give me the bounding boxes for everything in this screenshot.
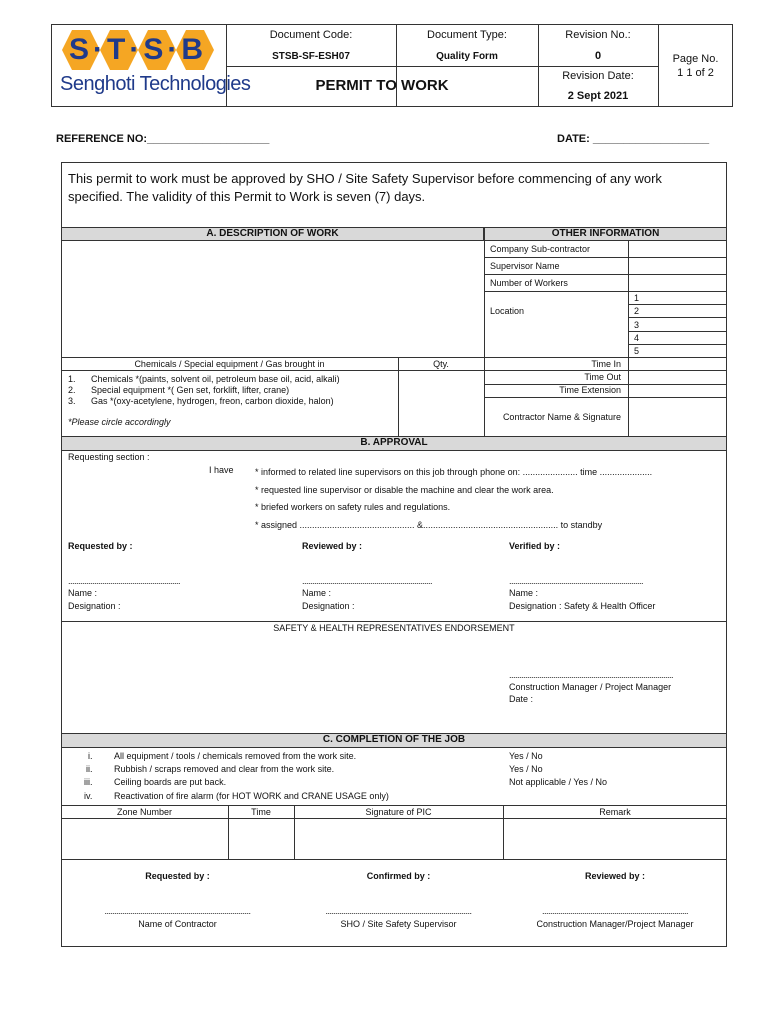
completion-item-3: Ceiling boards are put back. xyxy=(114,777,227,787)
qty-field[interactable] xyxy=(399,371,483,436)
revision-date-label: Revision Date: xyxy=(562,70,634,82)
endorsement-title: SAFETY & HEALTH REPRESENTATIVES ENDORSEMENT xyxy=(273,623,515,633)
verified-by-name[interactable]: Name : xyxy=(509,588,539,598)
contractor-signature-label: Contractor Name & Signature xyxy=(502,412,621,422)
location-number-5[interactable]: 5 xyxy=(634,346,640,356)
time-in-field[interactable] xyxy=(629,358,726,370)
section-b-title: B. APPROVAL xyxy=(61,436,727,451)
location-number-2[interactable]: 2 xyxy=(634,306,640,316)
contractor-signature-line[interactable]: ......................................................................... xyxy=(104,906,251,916)
completion-item-1: All equipment / tools / chemicals removed from the work site. xyxy=(114,751,357,761)
time-extension-label: Time Extension xyxy=(559,385,621,395)
doc-code-label: Document Code: xyxy=(269,29,353,41)
location-number-3[interactable]: 3 xyxy=(634,320,640,330)
name-of-contractor-label: Name of Contractor xyxy=(138,919,217,929)
other-info-location: Location xyxy=(490,306,525,316)
company-subcontractor-field[interactable] xyxy=(629,242,726,257)
other-info-title: OTHER INFORMATION xyxy=(484,227,727,241)
time-out-label: Time Out xyxy=(584,372,621,382)
sho-label: SHO / Site Safety Supervisor xyxy=(340,919,457,929)
chemicals-header: Chemicals / Special equipment / Gas brought in xyxy=(134,359,325,369)
section-c-title: C. COMPLETION OF THE JOB xyxy=(61,733,727,748)
approval-reviewed-by-label: Reviewed by : xyxy=(302,541,363,551)
time-out-field[interactable] xyxy=(629,371,726,384)
chem-item-1[interactable]: Chemicals *(paints, solvent oil, petroleum base oil, acid, alkali) xyxy=(91,374,340,384)
doc-type-value: Quality Form xyxy=(436,51,498,62)
location-number-4[interactable]: 4 xyxy=(634,333,640,343)
i-have-label: I have xyxy=(209,465,234,475)
page-number-value: 1 1 of 2 xyxy=(677,67,714,79)
chem-item-1-num: 1. xyxy=(68,374,76,384)
other-info-company-subcontractor: Company Sub-contractor xyxy=(490,244,591,254)
approval-verified-by-label: Verified by : xyxy=(509,541,561,551)
page-number-label: Page No. xyxy=(672,53,719,65)
time-cell[interactable] xyxy=(229,819,294,859)
revision-no-label: Revision No.: xyxy=(565,29,631,41)
supervisor-name-field[interactable] xyxy=(629,258,726,274)
endorsement-signature-line[interactable]: .................................................................................. xyxy=(509,670,674,680)
doc-type-label: Document Type: xyxy=(427,29,507,41)
requesting-section-label: Requesting section : xyxy=(68,452,150,462)
time-extension-field[interactable] xyxy=(629,385,726,397)
doc-code-value: STSB-SF-ESH07 xyxy=(272,51,350,62)
completion-item-3-num: iii. xyxy=(84,777,93,787)
remark-cell[interactable] xyxy=(504,819,726,859)
completion-item-2-answer[interactable]: Yes / No xyxy=(509,764,543,774)
reviewed-by-designation[interactable]: Designation : xyxy=(302,601,355,611)
signature-pic-cell[interactable] xyxy=(295,819,503,859)
endorsement-date[interactable]: Date : xyxy=(509,694,534,704)
logo-company-name: Senghoti Technologies xyxy=(60,73,251,95)
time-in-label: Time In xyxy=(591,359,621,369)
completion-item-4-num: iv. xyxy=(84,791,93,801)
statement-briefed: * briefed workers on safety rules and regulations. xyxy=(255,502,451,512)
company-logo xyxy=(60,28,251,100)
reference-no-field[interactable]: REFERENCE NO:____________________ xyxy=(56,133,270,145)
completion-item-2-num: ii. xyxy=(86,764,93,774)
requested-by-signature-line[interactable]: ........................................................ xyxy=(68,576,181,586)
time-header: Time xyxy=(251,807,271,817)
verified-by-signature-line[interactable]: ................................................................... xyxy=(509,576,644,586)
revision-no-value: 0 xyxy=(594,50,602,62)
page-title: PERMIT TO WORK xyxy=(315,77,449,94)
completion-item-3-answer[interactable]: Not applicable / Yes / No xyxy=(509,777,608,787)
date-field[interactable]: DATE: ___________________ xyxy=(557,133,710,145)
requested-by-name[interactable]: Name : xyxy=(68,588,98,598)
statement-assigned: * assigned .............................................. &...................................................... to standby xyxy=(255,520,603,530)
logo-text: S·T·S·B xyxy=(69,33,207,66)
other-info-supervisor-name: Supervisor Name xyxy=(490,261,560,271)
section-a-title: A. DESCRIPTION OF WORK xyxy=(61,227,484,241)
requested-by-designation[interactable]: Designation : xyxy=(68,601,121,611)
endorsement-cm-pm: Construction Manager / Project Manager xyxy=(509,682,672,692)
circle-note: *Please circle accordingly xyxy=(68,417,171,427)
completion-requested-by-label: Requested by : xyxy=(145,871,210,881)
description-of-work-area[interactable] xyxy=(62,242,483,357)
intro-text: This permit to work must be approved by SHO / Site Safety Supervisor before commencing of any work specified. The validity of this Permit to Work is seven (7) days. xyxy=(68,171,662,204)
completion-item-1-num: i. xyxy=(88,751,93,761)
completion-item-4: Reactivation of fire alarm (for HOT WORK and CRANE USAGE only) xyxy=(114,791,389,801)
cm-pm-signature-line[interactable]: ......................................................................... xyxy=(541,906,689,916)
remark-header: Remark xyxy=(599,807,631,817)
statement-phone: * informed to related line supervisors on this job through phone on: ...................... time ..................... xyxy=(255,467,653,477)
approval-requested-by-label: Requested by : xyxy=(68,541,133,551)
statement-clear-area: * requested line supervisor or disable the machine and clear the work area. xyxy=(255,485,554,495)
zone-number-header: Zone Number xyxy=(116,807,173,817)
completion-item-1-answer[interactable]: Yes / No xyxy=(509,751,543,761)
number-of-workers-field[interactable] xyxy=(629,275,726,291)
location-number-1[interactable]: 1 xyxy=(634,293,640,303)
contractor-signature-field[interactable] xyxy=(629,398,726,436)
other-info-number-of-workers: Number of Workers xyxy=(490,278,568,288)
chem-item-2-num: 2. xyxy=(68,385,76,395)
reviewed-by-name[interactable]: Name : xyxy=(302,588,332,598)
cm-pm-label: Construction Manager/Project Manager xyxy=(536,919,694,929)
completion-item-2: Rubbish / scraps removed and clear from the work site. xyxy=(114,764,335,774)
zone-number-cell[interactable] xyxy=(62,819,228,859)
completion-reviewed-by-label: Reviewed by : xyxy=(584,871,646,881)
revision-date-value: 2 Sept 2021 xyxy=(567,90,629,102)
completion-confirmed-by-label: Confirmed by : xyxy=(366,871,431,881)
sho-signature-line[interactable]: ......................................................................... xyxy=(325,906,472,916)
verified-by-designation: Designation : Safety & Health Officer xyxy=(509,601,656,611)
chem-item-2[interactable]: Special equipment *( Gen set, forklift, lifter, crane) xyxy=(91,385,290,395)
chem-item-3[interactable]: Gas *(oxy-acetylene, hydrogen, freon, carbon dioxide, halon) xyxy=(91,396,334,406)
qty-header: Qty. xyxy=(433,359,449,369)
signature-pic-header: Signature of PIC xyxy=(365,807,432,817)
reviewed-by-signature-line[interactable]: ................................................................. xyxy=(302,576,433,586)
chem-item-3-num: 3. xyxy=(68,396,76,406)
